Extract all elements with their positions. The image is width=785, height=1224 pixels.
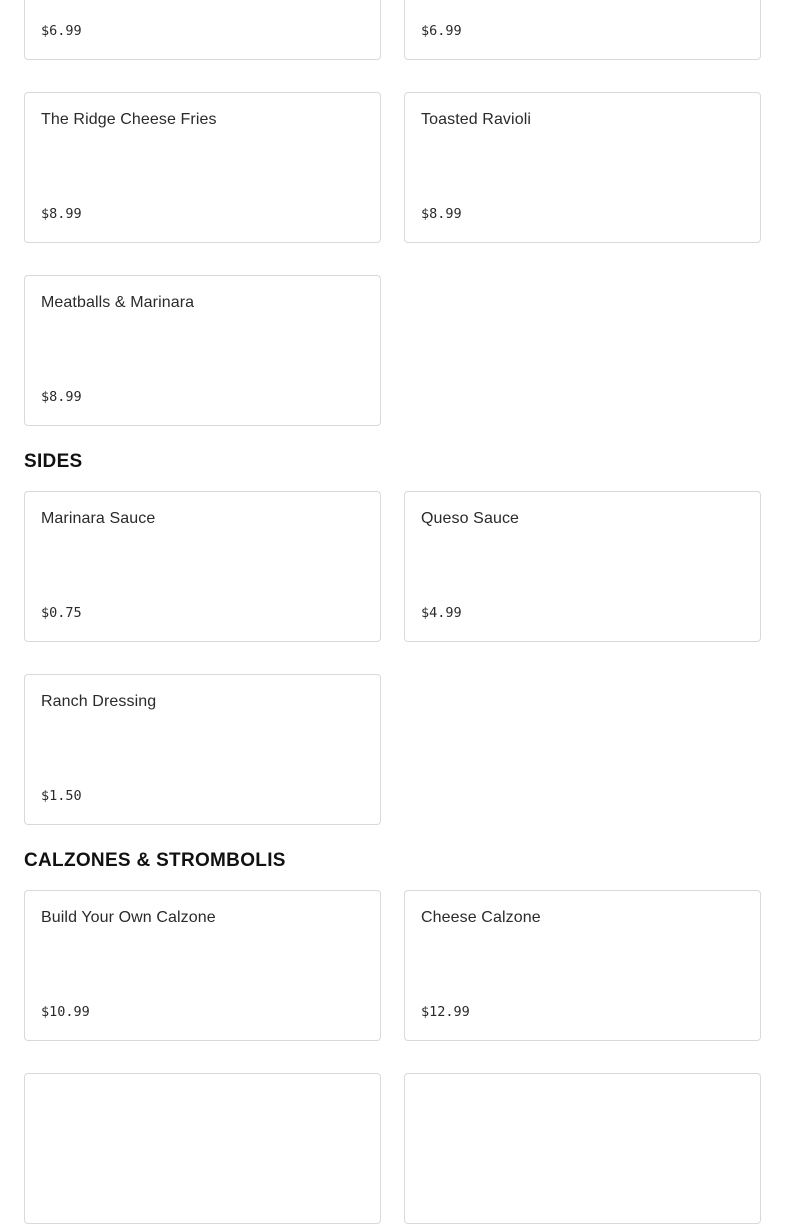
menu-item-price: $1.50 (41, 788, 82, 804)
menu-item-name: Meatballs & Marinara (41, 294, 195, 311)
menu-item-price: $10.99 (41, 1004, 90, 1020)
menu-item-card[interactable] (24, 491, 381, 642)
menu-item-name: The Ridge Cheese Fries (41, 111, 217, 128)
section-title: SIDES (24, 451, 83, 472)
menu-item-name: Queso Sauce (421, 510, 520, 527)
menu-item-card[interactable] (24, 1073, 381, 1224)
menu-item-price: $12.99 (421, 1004, 470, 1020)
menu-section-sides (24, 426, 761, 825)
menu-item-price: $8.99 (421, 206, 462, 222)
menu-item-card[interactable] (24, 674, 381, 825)
menu-item-price: $4.99 (421, 605, 462, 621)
menu-item-price: $8.99 (41, 389, 82, 405)
menu-item-name: Cheese Calzone (421, 909, 541, 926)
menu-item-name: Toasted Ravioli (421, 111, 531, 128)
menu-item-card[interactable] (404, 0, 761, 60)
menu-section-appetizers (24, 0, 761, 426)
menu-item-name: Marinara Sauce (41, 510, 156, 527)
menu-item-card[interactable] (24, 275, 381, 426)
menu-item-grid (24, 0, 761, 426)
menu-item-card[interactable] (404, 1073, 761, 1224)
menu-item-card[interactable] (24, 92, 381, 243)
menu-item-card[interactable] (24, 890, 381, 1041)
menu-item-price: $0.75 (41, 605, 82, 621)
menu-section-calzones (24, 825, 761, 1224)
menu-item-price: $6.99 (421, 23, 462, 39)
menu-item-card[interactable] (404, 491, 761, 642)
menu-page (24, 0, 761, 1224)
menu-item-card[interactable] (24, 0, 381, 60)
menu-item-card[interactable] (404, 890, 761, 1041)
section-title: CALZONES & STROMBOLIS (24, 850, 286, 871)
menu-item-grid (24, 491, 761, 825)
menu-item-price: $6.99 (41, 23, 82, 39)
menu-item-price: $8.99 (41, 206, 82, 222)
menu-item-grid (24, 890, 761, 1224)
menu-item-name: Build Your Own Calzone (41, 909, 216, 926)
menu-item-name: Ranch Dressing (41, 693, 157, 710)
menu-item-card[interactable] (404, 92, 761, 243)
